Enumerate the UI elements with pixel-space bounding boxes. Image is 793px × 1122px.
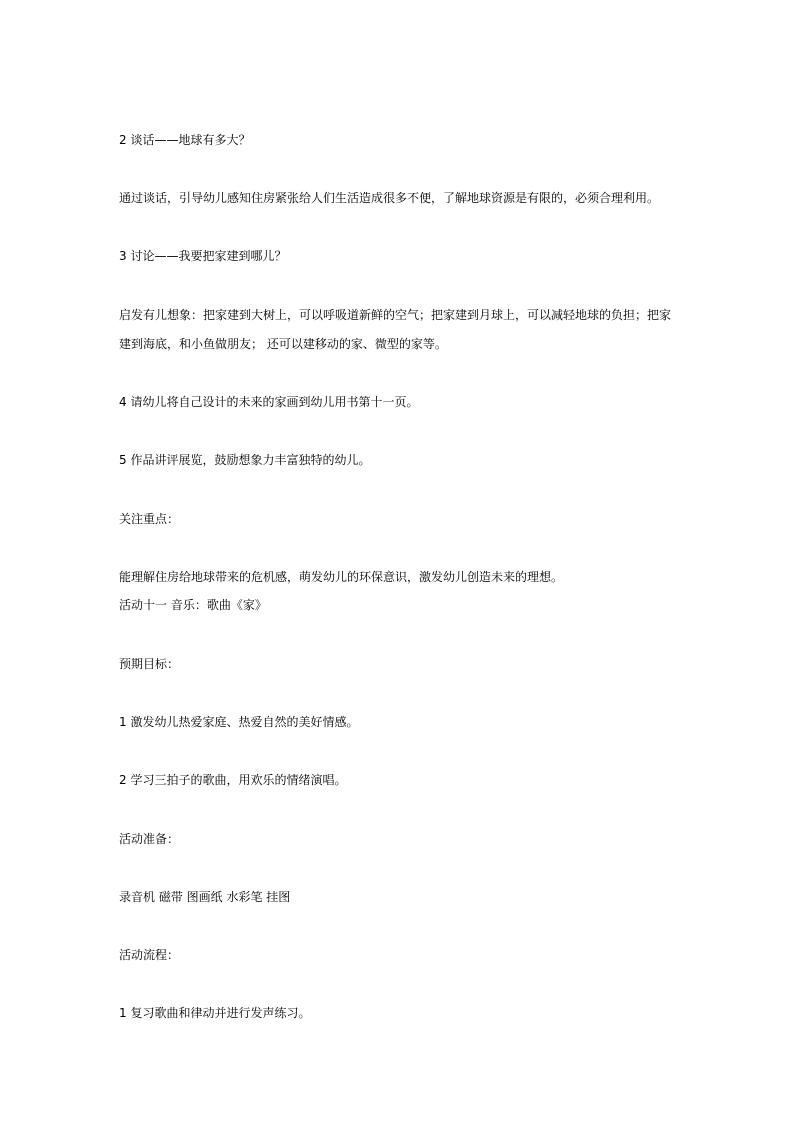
process-step-1: 1 复习歌曲和律动并进行发声练习。: [119, 1006, 311, 1020]
goal-item-1: 1 激发幼儿热爱家庭、热爱自然的美好情感。: [119, 715, 359, 729]
preparation-materials: 录音机 磁带 图画纸 水彩笔 挂图: [119, 890, 291, 904]
heading-activity-preparation: 活动准备：: [119, 832, 180, 846]
paragraph-focus-description: 能理解住房给地球带来的危机感，萌发幼儿的环保意识，激发幼儿创造未来的理想。: [119, 570, 564, 584]
heading-activity-eleven: 活动十一 音乐：歌曲《家》: [119, 598, 267, 612]
paragraph-imagination-line-1: 启发有儿想象：把家建到大树上，可以呼吸道新鲜的空气；把家建到月球上，可以减轻地球的负担；把家: [119, 308, 672, 322]
heading-talk-earth-size: 2 谈话——地球有多大？: [119, 133, 251, 147]
heading-activity-process: 活动流程：: [119, 948, 180, 962]
heading-expected-goals: 预期目标：: [119, 657, 180, 671]
step-draw-future-home: 4 请幼儿将自己设计的未来的家画到幼儿用书第十一页。: [119, 395, 419, 409]
step-exhibit-works: 5 作品讲评展览，鼓励想象力丰富独特的幼儿。: [119, 453, 371, 467]
paragraph-talk-description: 通过谈话，引导幼儿感知住房紧张给人们生活造成很多不便，了解地球资源是有限的，必须合理利用。: [119, 191, 660, 205]
paragraph-imagination-line-2: 建到海底，和小鱼做朋友； 还可以建移动的家、微型的家等。: [119, 337, 447, 351]
heading-discuss-home-location: 3 讨论——我要把家建到哪儿？: [119, 249, 287, 263]
heading-focus-points: 关注重点：: [119, 512, 180, 526]
goal-item-2: 2 学习三拍子的歌曲，用欢乐的情绪演唱。: [119, 773, 347, 787]
